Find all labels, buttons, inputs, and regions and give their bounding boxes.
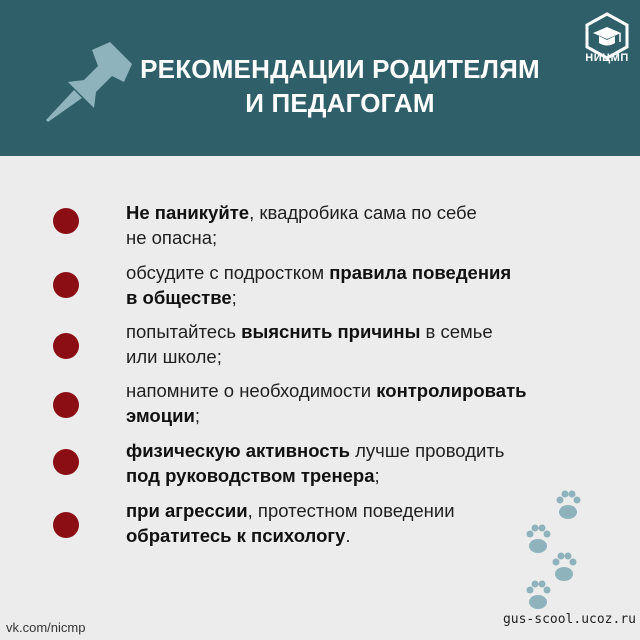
item-line [126,285,596,310]
item-text [126,319,596,369]
bullet-dot [53,392,79,418]
item-line [126,344,596,369]
item-text [126,378,596,428]
item-line [126,319,596,344]
item-line [126,378,596,403]
footer-vk-link[interactable]: vk.com/nicmp [6,620,86,635]
text-regular: ; [194,405,200,426]
text-bold: обратитесь к психологу [126,525,346,546]
bullet-dot [53,449,79,475]
item-text [126,260,596,310]
text-bold: правила поведения [329,262,512,283]
footer-site-watermark: gus-scool.ucoz.ru [502,612,636,627]
item-line [126,225,596,250]
text-regular: напомните о необходимости [126,380,377,401]
text-bold: выяснить причины [241,321,421,342]
text-regular: в семье [420,321,493,342]
text-regular: , протестном поведении [247,500,455,521]
item-line [126,463,596,488]
text-regular: или школе; [126,346,222,367]
text-bold: при агрессии [126,500,248,521]
text-regular: , квадробика сама по себе [249,202,477,223]
text-regular: лучше проводить [350,440,505,461]
text-regular: не опасна; [126,227,218,248]
title-line-1: РЕКОМЕНДАЦИИ РОДИТЕЛЯМ [140,54,540,84]
text-bold: эмоции [126,405,195,426]
header-banner [0,0,640,156]
item-text [126,438,596,488]
text-bold: контролировать [376,380,527,401]
text-bold: Не паникуйте [126,202,250,223]
text-regular: попытайтесь [126,321,242,342]
item-line [126,200,596,225]
item-line [126,403,596,428]
text-regular: ; [231,287,237,308]
text-bold: под руководством тренера [126,465,375,486]
logo-text: НИЦМП [585,52,629,64]
bullet-dot [53,333,79,359]
text-bold: в обществе [126,287,232,308]
title-line-2: И ПЕДАГОГАМ [245,88,435,118]
text-regular: . [345,525,351,546]
text-bold: физическую активность [126,440,350,461]
item-line [126,260,596,285]
bullet-dot [53,208,79,234]
item-line [126,438,596,463]
paw-prints-icon [520,488,640,618]
bullet-dot [53,512,79,538]
page-title [120,52,560,120]
bullet-dot [53,272,79,298]
text-regular: ; [374,465,380,486]
item-text [126,200,596,250]
text-regular: обсудите с подростком [126,262,330,283]
